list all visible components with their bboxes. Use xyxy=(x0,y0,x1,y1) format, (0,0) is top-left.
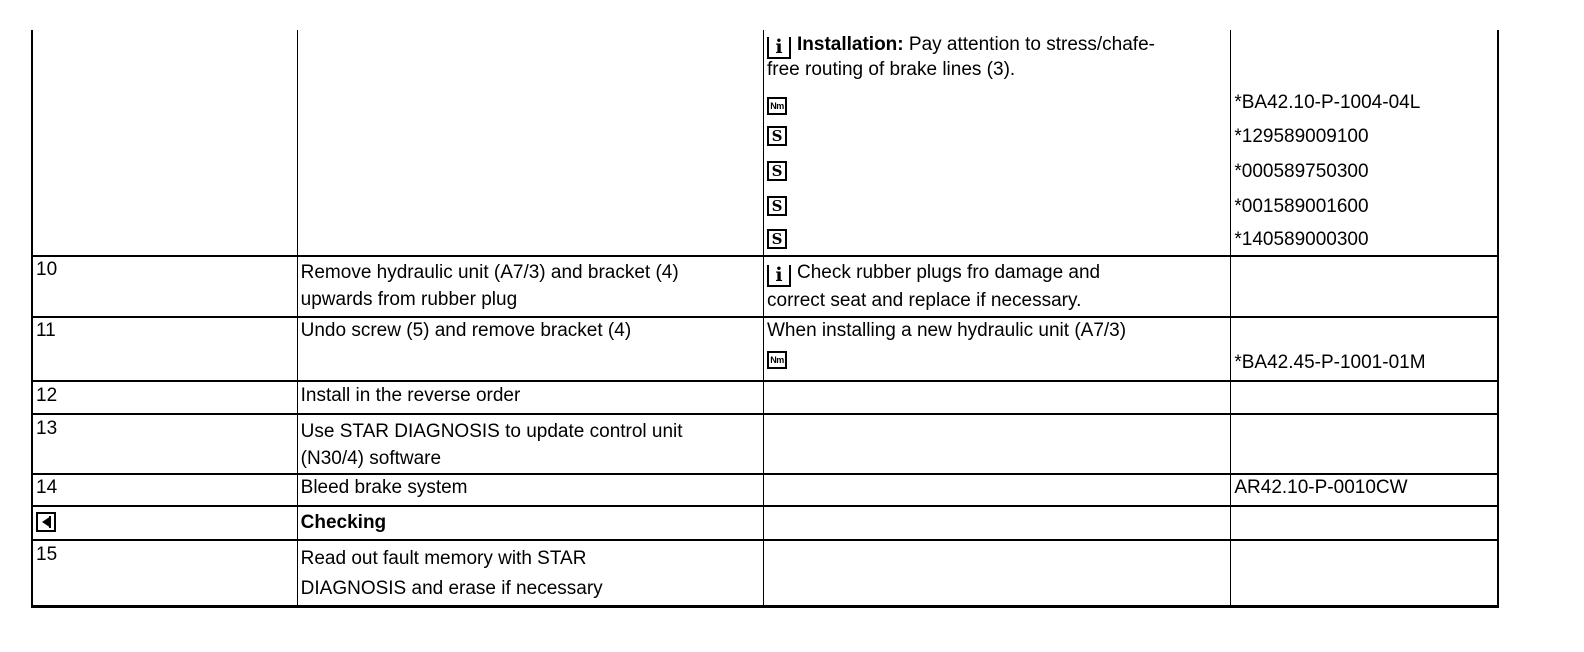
step-text: Install in the reverse order xyxy=(298,382,764,413)
note-text: correct seat and replace if necessary. xyxy=(767,290,1082,311)
special-tool-icon: S xyxy=(767,196,787,216)
step-number-cell xyxy=(33,507,298,539)
table-row xyxy=(31,30,1499,255)
step-number: 12 xyxy=(33,382,298,413)
step-number: 10 xyxy=(33,257,298,316)
reference-link[interactable]: *129589009100 xyxy=(1234,126,1369,147)
reference-cell xyxy=(1231,30,1497,255)
note-cell xyxy=(764,30,1231,255)
step-number: 11 xyxy=(33,318,298,380)
back-arrow-icon xyxy=(36,512,56,532)
special-tool-icon: S xyxy=(767,161,787,181)
reference-cell xyxy=(1231,541,1497,605)
step-text: Read out fault memory with STAR xyxy=(300,548,587,569)
note-cell xyxy=(764,382,1231,413)
reference-link[interactable]: *BA42.45-P-1001-01M xyxy=(1234,352,1426,373)
step-text-cell xyxy=(298,30,764,255)
step-text: Bleed brake system xyxy=(298,475,764,505)
special-tool-icon: S xyxy=(767,126,787,146)
table-row xyxy=(31,316,1499,380)
step-text: Undo screw (5) and remove bracket (4) xyxy=(298,318,764,380)
step-number-cell xyxy=(33,30,298,255)
step-text: DIAGNOSIS and erase if necessary xyxy=(300,578,603,599)
note-cell xyxy=(764,507,1231,539)
note-cell xyxy=(764,541,1231,605)
reference-cell xyxy=(1231,318,1497,380)
note-cell xyxy=(764,415,1231,473)
info-icon: i xyxy=(767,265,791,287)
step-text: Remove hydraulic unit (A7/3) and bracket (4) xyxy=(300,262,679,283)
reference-link[interactable]: *000589750300 xyxy=(1234,161,1369,182)
step-number: 14 xyxy=(33,475,298,505)
table-row xyxy=(31,473,1499,505)
reference-link[interactable]: *140589000300 xyxy=(1234,229,1369,250)
installation-text: Pay attention to stress/chafe- xyxy=(908,34,1155,55)
info-icon: i xyxy=(767,37,791,59)
torque-nm-icon: Nm xyxy=(767,97,787,115)
torque-nm-icon: Nm xyxy=(767,351,787,369)
step-number: 13 xyxy=(33,415,298,473)
note-text: Check rubber plugs fro damage and xyxy=(797,262,1101,283)
reference-link[interactable]: *001589001600 xyxy=(1234,196,1369,217)
step-text-cell xyxy=(298,415,764,473)
step-text-cell xyxy=(298,257,764,316)
table-row xyxy=(31,255,1499,316)
table-row xyxy=(31,380,1499,413)
reference-cell xyxy=(1231,507,1497,539)
step-number: 15 xyxy=(33,541,298,605)
procedure-table xyxy=(31,30,1499,608)
table-row xyxy=(31,539,1499,608)
step-text: (N30/4) software xyxy=(300,448,442,469)
reference-cell xyxy=(1231,257,1497,316)
reference-link[interactable]: AR42.10-P-0010CW xyxy=(1234,477,1408,498)
reference-cell xyxy=(1231,382,1497,413)
installation-text-2: free routing of brake lines (3). xyxy=(767,59,1016,80)
table-row xyxy=(31,413,1499,473)
step-text-cell xyxy=(298,541,764,605)
step-text: Use STAR DIAGNOSIS to update control unit xyxy=(300,421,683,442)
note-cell xyxy=(764,318,1231,380)
installation-label: Installation: xyxy=(797,34,904,55)
reference-cell xyxy=(1231,415,1497,473)
note-text: When installing a new hydraulic unit (A7/3) xyxy=(767,320,1127,341)
note-cell xyxy=(764,257,1231,316)
reference-link[interactable]: *BA42.10-P-1004-04L xyxy=(1234,92,1421,113)
step-text: upwards from rubber plug xyxy=(300,289,518,310)
section-heading: Checking xyxy=(298,507,764,539)
note-cell xyxy=(764,475,1231,505)
table-row xyxy=(31,505,1499,539)
special-tool-icon: S xyxy=(767,229,787,249)
